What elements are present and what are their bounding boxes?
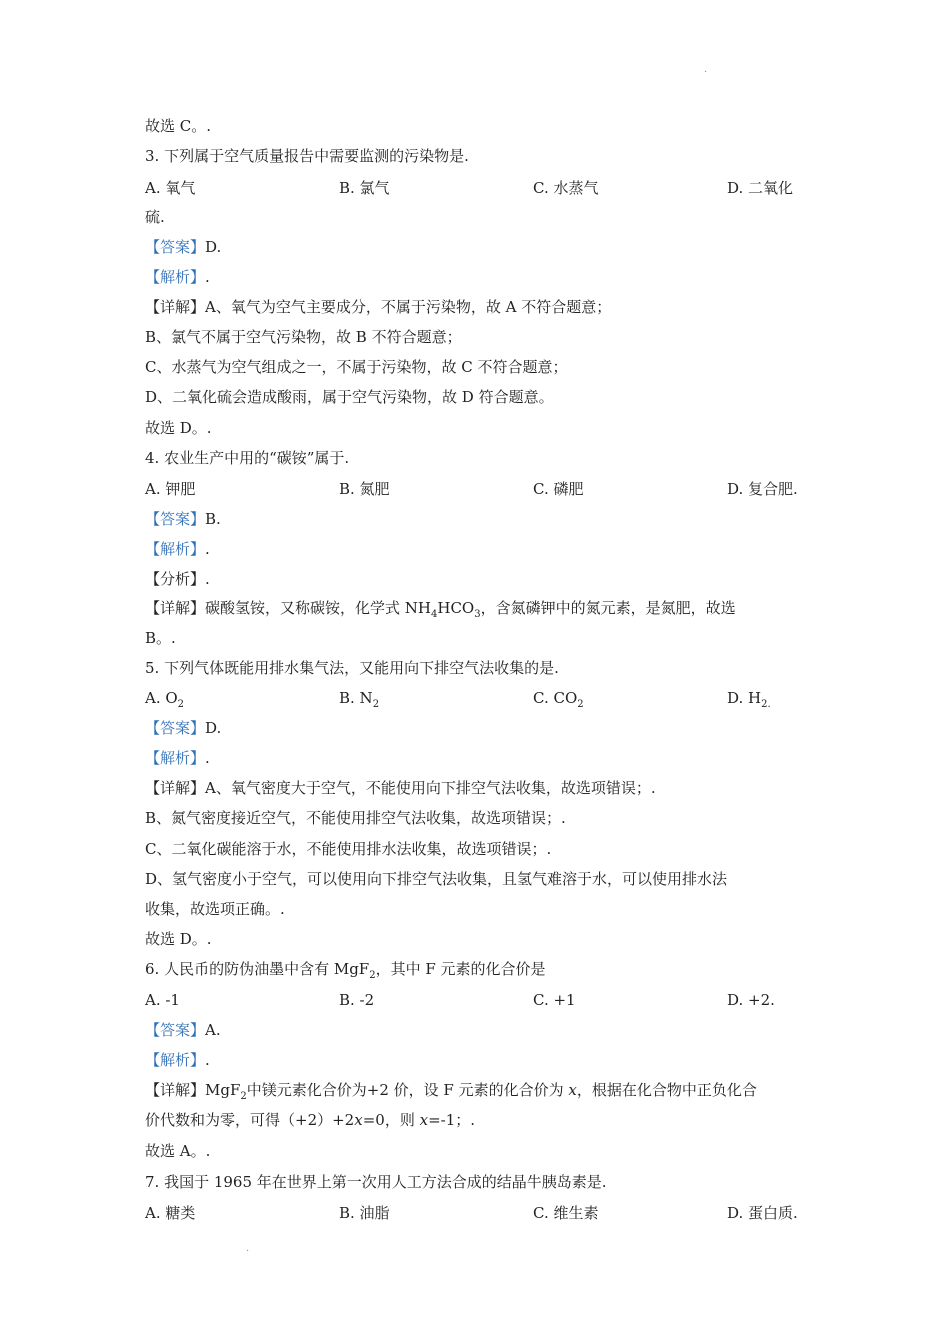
- option-d: D. 复合肥.: [727, 480, 798, 498]
- variable: x: [568, 1081, 577, 1099]
- detail-line: [145, 598, 736, 618]
- analysis-value: .: [205, 268, 210, 286]
- text-line: B、氮气密度接近空气，不能使用排空气法收集，故选项错误；.: [145, 809, 566, 827]
- detail-text: ，根据在化合物中正负化合: [576, 1081, 757, 1099]
- detail-tag: 【详解】: [145, 599, 206, 617]
- subscript: 2: [177, 699, 185, 710]
- question-4: 4. 农业生产中用的“碳铵”属于.: [145, 449, 350, 467]
- conclusion-line: 故选 D。.: [145, 419, 212, 437]
- scan-dot: .: [246, 1243, 250, 1254]
- answer-tag: 【答案】: [145, 510, 206, 528]
- question-3: 3. 下列属于空气质量报告中需要监测的污染物是.: [145, 147, 469, 165]
- detail-tag: 【详解】: [145, 779, 206, 797]
- option-c: C. 水蒸气: [533, 179, 599, 197]
- detail-text: =0，则: [362, 1111, 420, 1129]
- subscript: 3: [474, 609, 481, 620]
- subscript: 4: [431, 609, 438, 620]
- text-line: C、二氧化碳能溶于水，不能使用排水法收集，故选项错误；.: [145, 840, 552, 858]
- option-a: A. 钾肥: [145, 480, 196, 498]
- question-5: 5. 下列气体既能用排水集气法，又能用向下排空气法收集的是.: [145, 659, 559, 677]
- detail-text: ，含氮磷钾中的氮元素，是氮肥，故选: [480, 599, 736, 617]
- conclusion-line: 故选 A。.: [145, 1142, 211, 1160]
- detail-text: A、氧气密度大于空气，不能使用向下排空气法收集，故选项错误；.: [205, 779, 656, 797]
- answer-tag: 【答案】: [145, 1021, 206, 1039]
- option-text: C. CO: [533, 689, 578, 707]
- detail-text: =-1；.: [428, 1111, 476, 1129]
- option-text: A. O: [145, 689, 178, 707]
- subscript: 2.: [761, 699, 771, 710]
- detail-text: 价代数和为零，可得（+2）+2: [145, 1111, 355, 1129]
- answer-line: [145, 509, 221, 529]
- option-b: B. 氮肥: [339, 480, 390, 498]
- text-line: 故选 C。.: [145, 117, 212, 135]
- subscript: 2: [240, 1091, 247, 1102]
- answer-value: D.: [205, 238, 222, 256]
- scan-dot: .: [704, 64, 708, 75]
- text-line: D、氢气密度小于空气，可以使用向下排空气法收集，且氢气难溶于水，可以使用排水法: [145, 870, 728, 888]
- detail-line: [145, 297, 611, 317]
- option-d-continued: 硫.: [145, 208, 165, 226]
- question-6: [145, 959, 546, 979]
- variable: x: [419, 1111, 429, 1129]
- answer-line: [145, 1020, 221, 1040]
- analysis-tag: 【解析】: [145, 749, 206, 767]
- option-b: B. -2: [339, 991, 375, 1009]
- option-c: C. +1: [533, 991, 576, 1009]
- option-c: [533, 688, 584, 708]
- answer-tag: 【答案】: [145, 719, 206, 737]
- text-line: [145, 1110, 475, 1130]
- answer-line: [145, 718, 221, 738]
- analysis-tag: 【解析】: [145, 1051, 206, 1069]
- detail-text: A、氧气为空气主要成分，不属于污染物，故 A 不符合题意；: [205, 298, 612, 316]
- answer-tag: 【答案】: [145, 238, 206, 256]
- analysis-line: [145, 539, 210, 559]
- answer-value: B.: [205, 510, 221, 528]
- option-d: D. 蛋白质.: [727, 1204, 798, 1222]
- analysis-value: .: [205, 749, 210, 767]
- option-d: D. 二氧化: [727, 179, 794, 197]
- option-c: C. 维生素: [533, 1204, 599, 1222]
- analysis-tag: 【解析】: [145, 268, 206, 286]
- option-a: A. -1: [145, 991, 180, 1009]
- analysis-line: 【分析】.: [145, 570, 210, 588]
- detail-line: [145, 1080, 757, 1100]
- option-b: [339, 688, 379, 708]
- text-line: C、水蒸气为空气组成之一，不属于污染物，故 C 不符合题意；: [145, 358, 568, 376]
- option-a: [145, 688, 184, 708]
- subscript: 2: [369, 970, 376, 981]
- variable: x: [354, 1111, 363, 1129]
- text-line: 收集，故选项正确。.: [145, 900, 285, 918]
- answer-line: [145, 237, 221, 257]
- option-d: D. +2.: [727, 991, 775, 1009]
- option-b: B. 油脂: [339, 1204, 390, 1222]
- text-line: D、二氧化硫会造成酸雨，属于空气污染物，故 D 符合题意。: [145, 388, 554, 406]
- answer-value: A.: [205, 1021, 221, 1039]
- option-d: [727, 688, 771, 708]
- detail-line: [145, 778, 656, 798]
- answer-value: D.: [205, 719, 222, 737]
- option-text: D. H: [727, 689, 762, 707]
- option-b: B. 氯气: [339, 179, 390, 197]
- subscript: 2: [372, 699, 380, 710]
- detail-tag: 【详解】: [145, 298, 206, 316]
- question-text: 6. 人民币的防伪油墨中含有 MgF: [145, 960, 370, 978]
- analysis-value: .: [205, 540, 210, 558]
- detail-text: 中镁元素化合价为+2 价，设 F 元素的化合价为: [246, 1081, 569, 1099]
- subscript: 2: [577, 699, 584, 710]
- analysis-line: [145, 267, 210, 287]
- detail-text: MgF: [205, 1081, 241, 1099]
- detail-text: 碳酸氢铵，又称碳铵，化学式 NH: [205, 599, 431, 617]
- text-line: B。.: [145, 629, 176, 647]
- conclusion-line: 故选 D。.: [145, 930, 212, 948]
- detail-text: HCO: [437, 599, 475, 617]
- question-text: ，其中 F 元素的化合价是: [375, 960, 546, 978]
- analysis-tag: 【解析】: [145, 540, 206, 558]
- option-a: A. 氧气: [145, 179, 196, 197]
- option-a: A. 糖类: [145, 1204, 196, 1222]
- option-text: B. N: [339, 689, 373, 707]
- detail-tag: 【详解】: [145, 1081, 206, 1099]
- analysis-value: .: [205, 1051, 210, 1069]
- question-7: 7. 我国于 1965 年在世界上第一次用人工方法合成的结晶牛胰岛素是.: [145, 1173, 607, 1191]
- analysis-line: [145, 1050, 210, 1070]
- analysis-line: [145, 748, 210, 768]
- option-c: C. 磷肥: [533, 480, 584, 498]
- text-line: B、氯气不属于空气污染物，故 B 不符合题意；: [145, 328, 462, 346]
